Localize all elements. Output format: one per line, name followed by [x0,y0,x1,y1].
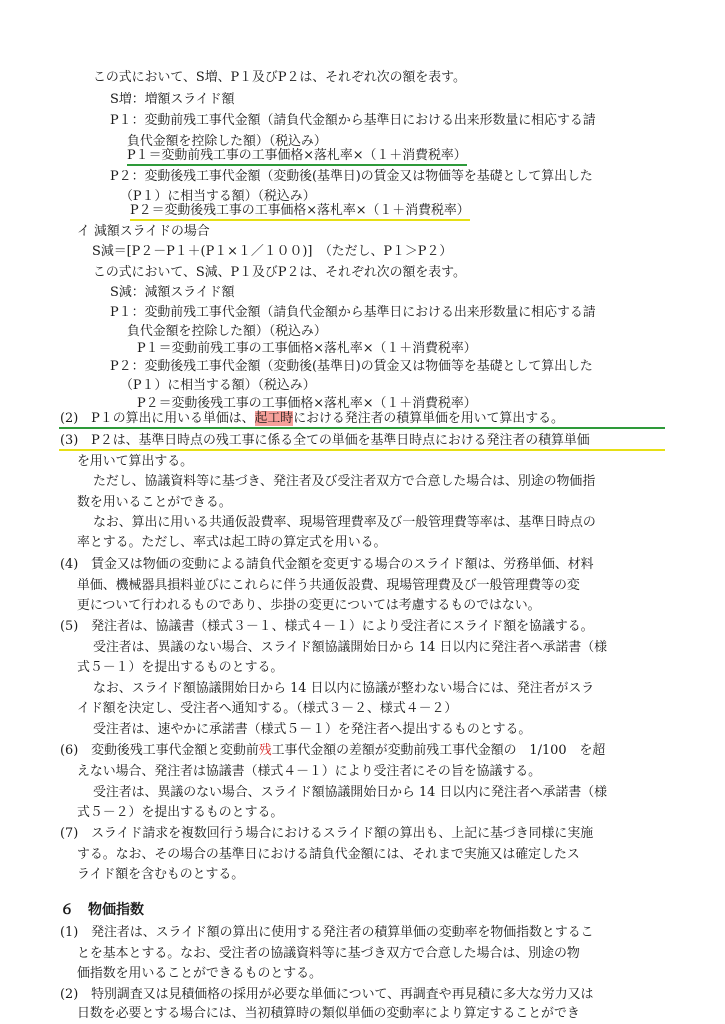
text-line: 単価、機械器具損料並びにこれらに伴う共通仮設費、現場管理費及び一般管理費等の変 [77,578,580,593]
formula-line-yellow-underlined: P２＝変動後残工事の工事価格×落札率×（１＋消費税率） [130,203,470,221]
text-line: 日数を必要とする場合には、当初積算時の類似単価の変動率により算定することができ [77,1006,580,1021]
text-line: この式において、S減、P１及びP２は、それぞれ次の額を表す。 [93,265,466,280]
text-span: (2) P１の算出に用いる単価は、 [60,411,255,426]
text-line: （P１）に相当する額）（税込み） [120,189,316,204]
text-line: 率とする。ただし、率式は起工時の算定式を用いる。 [77,535,387,550]
marked-character: 残 [258,743,272,758]
text-line: P１：変動前残工事代金額（請負代金額から基準日における出来形数量に相応する請 [110,113,596,128]
text-line: 負代金額を控除した額）（税込み） [127,134,327,149]
text-line: 式５－２）を提出するものとする。 [77,805,284,820]
text-line: 受注者は、速やかに承諾書（様式５－１）を発注者へ提出するものとする。 [93,722,532,737]
text-line: この式において、S増、P１及びP２は、それぞれ次の額を表す。 [93,70,466,85]
text-line: S減：減額スライド額 [110,285,235,300]
text-line: 更について行われるものであり、歩掛の変更については考慮するものではない。 [77,598,541,613]
text-span: (6) 変動後残工事代金額と変動前 [60,743,259,758]
subsection-heading: イ 減額スライドの場合 [77,224,210,239]
text-line: イド額を決定し、受注者へ通知する。（様式３－２、様式４－２） [77,701,458,716]
numbered-item-2 [60,411,564,427]
text-line: を用いて算出する。 [77,454,194,469]
numbered-item-7: (7) スライド請求を複数回行う場合におけるスライド額の算出も、上記に基づき同様に実施 [60,826,594,841]
text-line: 負代金額を控除した額）（税込み） [127,324,327,339]
formula-line-green-underlined: P１＝変動前残工事の工事価格×落札率×（１＋消費税率） [127,148,467,166]
section-heading: ６ 物価指数 [60,902,144,918]
formula-line: S減＝[P２－P１＋(P１×１／１００)] （ただし、P１＞P２） [92,244,453,259]
text-line: ライド額を含むものとする。 [77,867,245,882]
highlighted-term: 起工時 [254,411,294,426]
text-line: P２：変動後残工事代金額（変動後(基準日)の賃金又は物価等を基礎として算出した [110,169,593,184]
text-span: 工事代金額の差額が変動前残工事代金額の 1/100 を超 [271,743,606,758]
text-line: S増：増額スライド額 [110,92,235,107]
text-line: 式５－１）を提出するものとする。 [77,660,284,675]
yellow-underline-rule [59,449,665,451]
text-line: P２：変動後残工事代金額（変動後(基準日)の賃金又は物価等を基礎として算出した [110,359,593,374]
formula-line: P１＝変動前残工事の工事価格×落札率×（１＋消費税率） [137,341,477,356]
numbered-item-3: (3) P２は、基準日時点の残工事に係る全ての単価を基準日時点における発注者の積算単価 [60,433,590,448]
text-line: P１：変動前残工事代金額（請負代金額から基準日における出来形数量に相応する請 [110,305,596,320]
numbered-item-5: (5) 発注者は、協議書（様式３－１、様式４－１）により受注者にスライド額を協議する。 [60,619,594,634]
text-line: 受注者は、異議のない場合、スライド額協議開始日から 14 日以内に発注者へ承諾書（様 [93,640,608,655]
text-line: 数を用いることができる。 [77,495,232,510]
text-line: 受注者は、異議のない場合、スライド額協議開始日から 14 日以内に発注者へ承諾書（様 [93,785,608,800]
numbered-item-1: (1) 発注者は、スライド額の算出に使用する発注者の積算単価の変動率を物価指数とするこ [60,925,594,940]
green-underline-rule [59,427,665,429]
text-line: （P１）に相当する額）（税込み） [120,378,316,393]
formula-line: P２＝変動後残工事の工事価格×落札率×（１＋消費税率） [137,396,477,411]
text-line: 価指数を用いることができるものとする。 [77,966,322,981]
text-span: における発注者の積算単価を用いて算出する。 [293,411,564,426]
numbered-item-6 [60,743,605,759]
numbered-item-4: (4) 賃金又は物価の変動による請負代金額を変更する場合のスライド額は、労務単価、材料 [60,557,594,572]
text-line: とを基本とする。なお、受注者の協議資料等に基づき双方で合意した場合は、別途の物 [77,946,580,961]
numbered-item-2b: (2) 特別調査又は見積価格の採用が必要な単価について、再調査や再見積に多大な労力又は [60,987,594,1002]
text-line: えない場合、発注者は協議書（様式４－１）により受注者にその旨を協議する。 [77,764,542,779]
text-line: なお、算出に用いる共通仮設費率、現場管理費率及び一般管理費等率は、基準日時点の [93,515,596,530]
text-line: する。なお、その場合の基準日における請負代金額には、それまで実施又は確定したス [77,847,580,862]
text-line: ただし、協議資料等に基づき、発注者及び受注者双方で合意した場合は、別途の物価指 [93,474,596,489]
text-line: なお、スライド額協議開始日から 14 日以内に協議が整わない場合には、発注者がスラ [93,681,595,696]
